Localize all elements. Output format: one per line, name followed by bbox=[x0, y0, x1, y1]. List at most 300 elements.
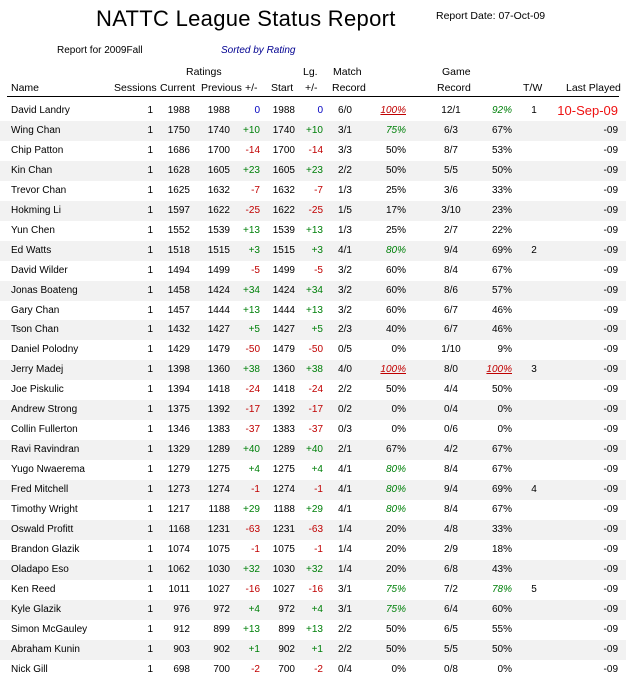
cell-match: 4/1 bbox=[338, 464, 352, 476]
cell-delta: +38 bbox=[243, 364, 260, 376]
cell-previous: 1424 bbox=[207, 284, 230, 296]
cell-start: 1479 bbox=[272, 344, 295, 356]
cell-sessions: 1 bbox=[147, 444, 153, 456]
cell-match: 2/2 bbox=[338, 384, 352, 396]
cell-match-pct: 17% bbox=[385, 204, 406, 216]
cell-last-played: -09 bbox=[603, 304, 618, 316]
cell-start: 1605 bbox=[272, 164, 295, 176]
cell-delta: -63 bbox=[245, 523, 260, 535]
table-row bbox=[0, 460, 626, 480]
cell-tw: 3 bbox=[531, 364, 537, 376]
cell-match-pct: 80% bbox=[385, 484, 406, 496]
header-match: Match bbox=[333, 66, 362, 78]
cell-delta: +13 bbox=[243, 224, 260, 236]
cell-current: 1398 bbox=[167, 364, 190, 376]
cell-sessions: 1 bbox=[147, 164, 153, 176]
table-row bbox=[0, 101, 626, 121]
table-row bbox=[0, 201, 626, 221]
cell-match: 2/3 bbox=[338, 324, 352, 336]
cell-current: 1988 bbox=[167, 105, 190, 116]
cell-delta2: +13 bbox=[306, 224, 323, 236]
cell-start: 1515 bbox=[272, 244, 295, 256]
cell-game: 8/6 bbox=[444, 284, 458, 296]
cell-delta: -14 bbox=[245, 144, 260, 156]
cell-name: Tson Chan bbox=[11, 324, 59, 336]
cell-match-pct: 0% bbox=[391, 663, 406, 675]
cell-game-pct: 55% bbox=[491, 623, 512, 635]
cell-current: 1458 bbox=[167, 284, 190, 296]
cell-match: 1/4 bbox=[338, 543, 352, 555]
cell-game-pct: 67% bbox=[491, 504, 512, 515]
cell-current: 1597 bbox=[167, 204, 190, 216]
cell-delta2: -25 bbox=[308, 204, 323, 216]
cell-current: 1394 bbox=[167, 384, 190, 396]
table-row bbox=[0, 620, 626, 640]
cell-delta2: +3 bbox=[311, 244, 323, 256]
cell-previous: 1740 bbox=[207, 124, 230, 136]
cell-start: 1988 bbox=[272, 105, 295, 116]
cell-match-pct: 100% bbox=[380, 105, 406, 116]
table-row bbox=[0, 660, 626, 680]
cell-sessions: 1 bbox=[147, 583, 153, 595]
cell-name: Jonas Boateng bbox=[11, 284, 78, 296]
cell-last-played: -09 bbox=[603, 184, 618, 196]
cell-current: 1494 bbox=[167, 264, 190, 276]
cell-match: 4/1 bbox=[338, 484, 352, 496]
cell-match-pct: 75% bbox=[385, 583, 406, 595]
cell-last-played: -09 bbox=[603, 444, 618, 456]
header-tw: T/W bbox=[523, 82, 543, 94]
table-row bbox=[0, 141, 626, 161]
cell-match: 0/5 bbox=[338, 344, 352, 356]
cell-previous: 1231 bbox=[207, 523, 230, 535]
header-match-record: Record bbox=[332, 82, 366, 94]
table-row bbox=[0, 500, 626, 520]
cell-sessions: 1 bbox=[147, 105, 153, 116]
cell-sessions: 1 bbox=[147, 384, 153, 396]
cell-sessions: 1 bbox=[147, 643, 153, 655]
cell-current: 976 bbox=[173, 603, 190, 615]
cell-current: 1750 bbox=[167, 124, 190, 136]
cell-match: 0/4 bbox=[338, 663, 352, 675]
cell-current: 1168 bbox=[168, 523, 190, 535]
cell-match-pct: 0% bbox=[391, 344, 406, 356]
cell-start: 1622 bbox=[272, 204, 295, 216]
cell-match-pct: 80% bbox=[385, 244, 406, 256]
cell-game-pct: 60% bbox=[491, 603, 512, 615]
cell-last-played: -09 bbox=[603, 164, 618, 176]
cell-name: Nick Gill bbox=[11, 663, 48, 675]
cell-sessions: 1 bbox=[147, 424, 153, 436]
cell-match-pct: 50% bbox=[385, 643, 406, 655]
cell-delta: -5 bbox=[251, 264, 260, 276]
cell-start: 1360 bbox=[272, 364, 295, 376]
cell-previous: 1027 bbox=[207, 583, 230, 595]
cell-game-pct: 9% bbox=[497, 344, 512, 356]
cell-last-played: -09 bbox=[603, 244, 618, 256]
cell-match-pct: 80% bbox=[385, 464, 406, 476]
cell-sessions: 1 bbox=[147, 184, 153, 196]
cell-previous: 1622 bbox=[207, 204, 230, 216]
cell-last-played: -09 bbox=[603, 344, 618, 356]
cell-last-played: -09 bbox=[603, 364, 618, 376]
cell-game-pct: 46% bbox=[491, 304, 512, 316]
cell-start: 972 bbox=[278, 603, 295, 615]
cell-match-pct: 50% bbox=[385, 144, 406, 156]
cell-last-played: -09 bbox=[603, 623, 618, 635]
cell-previous: 1632 bbox=[207, 184, 230, 196]
cell-sessions: 1 bbox=[147, 124, 153, 136]
cell-delta: +23 bbox=[243, 164, 260, 176]
cell-match-pct: 0% bbox=[391, 404, 406, 416]
table-row bbox=[0, 181, 626, 201]
cell-name: Brandon Glazik bbox=[11, 543, 80, 555]
header-lg: Lg. bbox=[303, 66, 318, 78]
cell-delta: +4 bbox=[248, 603, 260, 615]
cell-match-pct: 50% bbox=[385, 384, 406, 396]
cell-game: 7/2 bbox=[444, 583, 458, 595]
cell-current: 912 bbox=[173, 623, 190, 635]
cell-name: Oswald Profitt bbox=[11, 523, 74, 535]
cell-name: Fred Mitchell bbox=[11, 484, 69, 496]
cell-match: 2/1 bbox=[338, 444, 352, 456]
cell-current: 1011 bbox=[168, 583, 190, 595]
cell-last-played: -09 bbox=[603, 563, 618, 575]
cell-game-pct: 67% bbox=[491, 444, 512, 456]
cell-sessions: 1 bbox=[147, 563, 153, 575]
cell-match: 2/2 bbox=[338, 643, 352, 655]
cell-game-pct: 50% bbox=[491, 164, 512, 176]
cell-game-pct: 53% bbox=[491, 144, 512, 156]
cell-start: 902 bbox=[278, 643, 295, 655]
cell-match: 1/4 bbox=[338, 523, 352, 535]
cell-sessions: 1 bbox=[147, 623, 153, 635]
cell-current: 1628 bbox=[167, 164, 190, 176]
cell-sessions: 1 bbox=[147, 404, 153, 416]
cell-game-pct: 100% bbox=[486, 364, 512, 376]
table-row bbox=[0, 121, 626, 141]
cell-match-pct: 40% bbox=[385, 324, 406, 336]
cell-match-pct: 67% bbox=[385, 444, 406, 456]
cell-last-played: -09 bbox=[603, 543, 618, 555]
cell-game: 8/4 bbox=[444, 504, 458, 515]
cell-delta: -17 bbox=[245, 404, 260, 416]
cell-game-pct: 33% bbox=[491, 184, 512, 196]
cell-previous: 1515 bbox=[207, 244, 230, 256]
cell-match-pct: 25% bbox=[385, 224, 406, 236]
cell-sessions: 1 bbox=[147, 204, 153, 216]
cell-delta2: -17 bbox=[308, 404, 323, 416]
cell-name: Yun Chen bbox=[11, 224, 55, 236]
cell-match-pct: 80% bbox=[385, 504, 406, 515]
cell-match-pct: 25% bbox=[385, 184, 406, 196]
cell-start: 1383 bbox=[272, 424, 295, 436]
cell-delta: -16 bbox=[245, 583, 260, 595]
cell-last-played: -09 bbox=[603, 603, 618, 615]
table-row bbox=[0, 261, 626, 281]
cell-name: David Landry bbox=[11, 105, 70, 116]
table-row bbox=[0, 440, 626, 460]
header-sessions: Sessions bbox=[114, 82, 157, 94]
cell-delta: -7 bbox=[251, 184, 260, 196]
cell-last-played: -09 bbox=[603, 404, 618, 416]
cell-game: 2/9 bbox=[444, 543, 458, 555]
table-row bbox=[0, 380, 626, 400]
cell-delta2: +29 bbox=[306, 504, 323, 515]
cell-previous: 1030 bbox=[207, 563, 230, 575]
cell-game: 3/10 bbox=[441, 204, 461, 216]
cell-match: 1/4 bbox=[338, 563, 352, 575]
cell-game-pct: 50% bbox=[491, 643, 512, 655]
cell-start: 1027 bbox=[272, 583, 295, 595]
table-row bbox=[0, 520, 626, 540]
cell-match-pct: 60% bbox=[385, 284, 406, 296]
cell-start: 1392 bbox=[272, 404, 295, 416]
cell-sessions: 1 bbox=[147, 264, 153, 276]
cell-match-pct: 75% bbox=[385, 603, 406, 615]
cell-game: 6/7 bbox=[444, 324, 458, 336]
cell-game: 8/4 bbox=[444, 264, 458, 276]
cell-game: 12/1 bbox=[441, 105, 461, 116]
cell-delta2: +10 bbox=[306, 124, 323, 136]
cell-last-played: -09 bbox=[603, 484, 618, 496]
cell-last-played: -09 bbox=[603, 464, 618, 476]
cell-match: 0/2 bbox=[338, 404, 352, 416]
cell-last-played: -09 bbox=[603, 523, 618, 535]
cell-game-pct: 67% bbox=[491, 464, 512, 476]
cell-match: 3/1 bbox=[338, 603, 352, 615]
cell-match: 4/1 bbox=[338, 244, 352, 256]
sorted-by: Sorted by Rating bbox=[221, 45, 296, 56]
cell-start: 1740 bbox=[272, 124, 295, 136]
cell-game: 0/8 bbox=[444, 663, 458, 675]
cell-delta2: +4 bbox=[311, 464, 323, 476]
cell-start: 1231 bbox=[272, 523, 295, 535]
cell-game: 9/4 bbox=[444, 484, 458, 496]
cell-game-pct: 78% bbox=[491, 583, 512, 595]
cell-delta: -25 bbox=[245, 204, 260, 216]
cell-previous: 1188 bbox=[208, 504, 230, 515]
cell-tw: 5 bbox=[531, 583, 537, 595]
cell-start: 1700 bbox=[272, 144, 295, 156]
cell-game: 3/6 bbox=[444, 184, 458, 196]
cell-previous: 1289 bbox=[207, 444, 230, 456]
cell-delta: -50 bbox=[245, 344, 260, 356]
cell-current: 1062 bbox=[167, 563, 190, 575]
cell-previous: 1539 bbox=[207, 224, 230, 236]
cell-name: Timothy Wright bbox=[11, 504, 78, 515]
cell-delta: +40 bbox=[243, 444, 260, 456]
cell-delta: +5 bbox=[248, 324, 260, 336]
header-game-record: Record bbox=[437, 82, 471, 94]
page-title: NATTC League Status Report bbox=[96, 6, 396, 31]
cell-delta2: -24 bbox=[308, 384, 323, 396]
table-row bbox=[0, 540, 626, 560]
cell-last-played: -09 bbox=[603, 144, 618, 156]
cell-previous: 1700 bbox=[207, 144, 230, 156]
cell-delta2: +34 bbox=[306, 284, 323, 296]
cell-previous: 1392 bbox=[207, 404, 230, 416]
cell-delta: +34 bbox=[243, 284, 260, 296]
cell-delta: +13 bbox=[243, 304, 260, 316]
cell-game-pct: 67% bbox=[491, 264, 512, 276]
cell-match: 1/5 bbox=[338, 204, 352, 216]
cell-game: 6/8 bbox=[444, 563, 458, 575]
header-rule bbox=[7, 96, 619, 97]
table-row bbox=[0, 161, 626, 181]
cell-name: Kyle Glazik bbox=[11, 603, 62, 615]
cell-delta2: +1 bbox=[311, 643, 323, 655]
cell-name: Trevor Chan bbox=[11, 184, 67, 196]
cell-match: 3/1 bbox=[338, 124, 352, 136]
cell-match: 4/1 bbox=[338, 504, 352, 515]
cell-sessions: 1 bbox=[147, 224, 153, 236]
cell-delta2: +13 bbox=[306, 623, 323, 635]
cell-delta2: +40 bbox=[306, 444, 323, 456]
cell-last-played: -09 bbox=[603, 264, 618, 276]
cell-game-pct: 22% bbox=[491, 224, 512, 236]
cell-current: 698 bbox=[173, 663, 190, 675]
cell-delta2: +13 bbox=[306, 304, 323, 316]
header-name: Name bbox=[11, 82, 40, 94]
cell-previous: 1427 bbox=[207, 324, 230, 336]
cell-game: 0/4 bbox=[444, 404, 458, 416]
cell-name: Yugo Nwaerema bbox=[11, 464, 85, 476]
cell-name: Hokming Li bbox=[11, 204, 62, 216]
cell-delta2: -2 bbox=[314, 663, 323, 675]
cell-delta2: -1 bbox=[314, 543, 323, 555]
cell-sessions: 1 bbox=[147, 364, 153, 376]
table-row bbox=[0, 480, 626, 500]
cell-name: Oladapo Eso bbox=[11, 563, 69, 575]
cell-delta: -1 bbox=[251, 484, 260, 496]
cell-previous: 1499 bbox=[207, 264, 230, 276]
cell-name: Andrew Strong bbox=[11, 404, 78, 416]
cell-sessions: 1 bbox=[147, 523, 153, 535]
cell-name: Chip Patton bbox=[11, 144, 64, 156]
cell-last-played: -09 bbox=[603, 504, 618, 515]
table-row bbox=[0, 600, 626, 620]
cell-name: Gary Chan bbox=[11, 304, 60, 316]
cell-game: 5/5 bbox=[444, 643, 458, 655]
cell-start: 700 bbox=[278, 663, 295, 675]
cell-tw: 1 bbox=[531, 105, 537, 116]
cell-sessions: 1 bbox=[147, 484, 153, 496]
cell-delta: +4 bbox=[248, 464, 260, 476]
cell-game: 4/2 bbox=[444, 444, 458, 456]
table-row bbox=[0, 580, 626, 600]
cell-name: Wing Chan bbox=[11, 124, 61, 136]
cell-last-played: -09 bbox=[603, 424, 618, 436]
cell-game: 6/5 bbox=[444, 623, 458, 635]
cell-delta: +10 bbox=[243, 124, 260, 136]
cell-game: 8/7 bbox=[444, 144, 458, 156]
cell-match: 3/3 bbox=[338, 144, 352, 156]
cell-start: 1427 bbox=[272, 324, 295, 336]
cell-start: 1289 bbox=[272, 444, 295, 456]
cell-game-pct: 69% bbox=[491, 484, 512, 496]
cell-delta2: -5 bbox=[314, 264, 323, 276]
cell-delta2: +4 bbox=[311, 603, 323, 615]
cell-name: Joe Piskulic bbox=[11, 384, 64, 396]
header-start: Start bbox=[271, 82, 294, 94]
cell-last-played: -09 bbox=[603, 583, 618, 595]
cell-delta2: -63 bbox=[308, 523, 323, 535]
cell-start: 1075 bbox=[272, 543, 295, 555]
cell-sessions: 1 bbox=[147, 603, 153, 615]
cell-delta: -37 bbox=[245, 424, 260, 436]
cell-game: 6/4 bbox=[444, 603, 458, 615]
cell-delta2: -37 bbox=[308, 424, 323, 436]
table-row bbox=[0, 301, 626, 321]
cell-sessions: 1 bbox=[147, 663, 153, 675]
table-row bbox=[0, 560, 626, 580]
cell-previous: 1383 bbox=[207, 424, 230, 436]
cell-name: Kin Chan bbox=[11, 164, 53, 176]
header-current: Current bbox=[160, 82, 196, 94]
cell-match-pct: 20% bbox=[385, 563, 406, 575]
cell-current: 903 bbox=[173, 643, 190, 655]
cell-name: Ed Watts bbox=[11, 244, 52, 256]
cell-last-played: -09 bbox=[603, 284, 618, 296]
cell-match-pct: 50% bbox=[385, 623, 406, 635]
cell-match: 3/2 bbox=[338, 304, 352, 316]
cell-current: 1552 bbox=[167, 224, 190, 236]
cell-last-played: -09 bbox=[603, 324, 618, 336]
cell-game: 0/6 bbox=[444, 424, 458, 436]
cell-last-played: -09 bbox=[603, 384, 618, 396]
cell-match: 1/3 bbox=[338, 184, 352, 196]
cell-start: 1632 bbox=[272, 184, 295, 196]
table-row bbox=[0, 241, 626, 261]
cell-current: 1432 bbox=[167, 324, 190, 336]
cell-delta: -2 bbox=[251, 663, 260, 675]
cell-previous: 1988 bbox=[207, 105, 230, 116]
cell-match-pct: 20% bbox=[385, 523, 406, 535]
cell-game-pct: 92% bbox=[491, 105, 512, 116]
cell-sessions: 1 bbox=[147, 244, 153, 256]
cell-game-pct: 23% bbox=[491, 204, 512, 216]
cell-previous: 1360 bbox=[207, 364, 230, 376]
report-for: Report for 2009Fall bbox=[57, 45, 143, 56]
cell-game: 2/7 bbox=[444, 224, 458, 236]
cell-previous: 1479 bbox=[207, 344, 230, 356]
cell-previous: 1275 bbox=[207, 464, 230, 476]
cell-start: 899 bbox=[278, 623, 295, 635]
table-row bbox=[0, 281, 626, 301]
cell-match: 4/0 bbox=[338, 364, 352, 376]
cell-game-pct: 43% bbox=[491, 563, 512, 575]
cell-match: 6/0 bbox=[338, 105, 352, 116]
cell-game-pct: 69% bbox=[491, 244, 512, 256]
table-row bbox=[0, 640, 626, 660]
cell-tw: 2 bbox=[531, 244, 537, 256]
cell-delta: -24 bbox=[245, 384, 260, 396]
cell-last-played: 10-Sep-09 bbox=[557, 103, 618, 118]
cell-delta2: -16 bbox=[308, 583, 323, 595]
cell-start: 1188 bbox=[273, 504, 295, 515]
cell-name: Simon McGauley bbox=[11, 623, 88, 635]
cell-game-pct: 46% bbox=[491, 324, 512, 336]
cell-match: 1/3 bbox=[338, 224, 352, 236]
cell-game: 6/7 bbox=[444, 304, 458, 316]
cell-name: Jerry Madej bbox=[11, 364, 64, 376]
cell-current: 1279 bbox=[167, 464, 190, 476]
header-ratings-group: Ratings bbox=[186, 66, 222, 78]
cell-start: 1418 bbox=[272, 384, 295, 396]
cell-delta: 0 bbox=[254, 105, 260, 116]
cell-start: 1274 bbox=[272, 484, 295, 496]
